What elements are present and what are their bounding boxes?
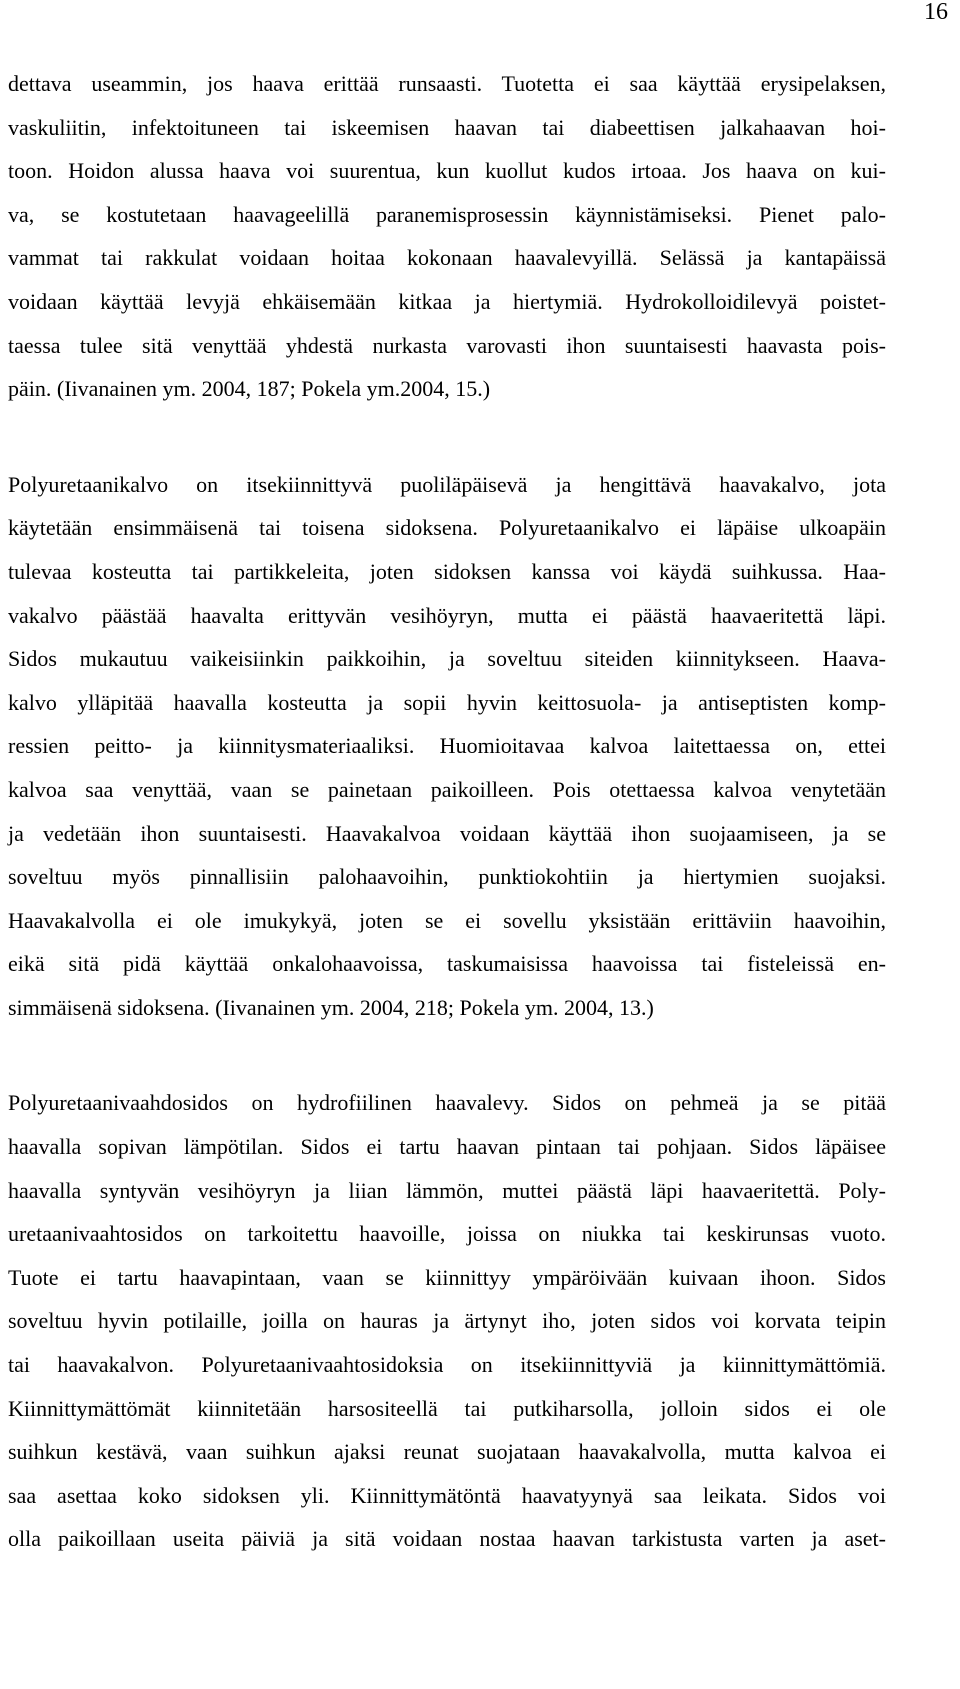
text-line: vammat tai rakkulat voidaan hoitaa kokonaan haavalevyillä. Selässä ja kantapäissä <box>8 245 886 271</box>
paragraph-1 <box>8 62 886 411</box>
text-line: käytetään ensimmäisenä tai toisena sidoksena. Polyuretaanikalvo ei läpäise ulkoapäin <box>8 515 886 541</box>
text-line: soveltuu hyvin potilaille, joilla on hauras ja ärtynyt iho, joten sidos voi korvata teipin <box>8 1308 886 1334</box>
text-line: suihkun kestävä, vaan suihkun ajaksi reunat suojataan haavakalvolla, mutta kalvoa ei <box>8 1439 886 1465</box>
text-line: ja vedetään ihon suuntaisesti. Haavakalvoa voidaan käyttää ihon suojaamiseen, ja se <box>8 820 886 846</box>
text-line: haavalla syntyvän vesihöyryn ja liian lämmön, muttei päästä läpi haavaeritettä. Poly- <box>8 1177 886 1203</box>
text-line: Haavakalvolla ei ole imukykyä, joten se ei sovellu yksistään erittäviin haavoihin, <box>8 907 886 933</box>
text-line: vaskuliitin, infektoituneen tai iskeemisen haavan tai diabeettisen jalkahaavan hoi- <box>8 114 886 140</box>
text-line: uretaanivaahtosidos on tarkoitettu haavoille, joissa on niukka tai keskirunsas vuoto. <box>8 1221 886 1247</box>
paragraph-2 <box>8 463 886 1030</box>
text-line: kalvoa saa venyttää, vaan se painetaan paikoilleen. Pois otettaessa kalvoa venytetään <box>8 776 886 802</box>
text-line: tai haavakalvon. Polyuretaanivaahtosidoksia on itsekiinnittyviä ja kiinnittymättömiä. <box>8 1352 886 1378</box>
text-line: soveltuu myös pinnallisiin palohaavoihin, punktiokohtiin ja hiertymien suojaksi. <box>8 864 886 890</box>
page-body <box>8 62 886 1561</box>
text-line: haavalla sopivan lämpötilan. Sidos ei tartu haavan pintaan tai pohjaan. Sidos läpäisee <box>8 1134 886 1160</box>
text-line: Kiinnittymättömät kiinnitetään harsositeellä tai putkiharsolla, jolloin sidos ei ole <box>8 1395 886 1421</box>
paragraph-3 <box>8 1081 886 1561</box>
text-line: saa asettaa koko sidoksen yli. Kiinnittymätöntä haavatyynyä saa leikata. Sidos voi <box>8 1482 886 1508</box>
text-line: Polyuretaanikalvo on itsekiinnittyvä puoliläpäisevä ja hengittävä haavakalvo, jota <box>8 471 886 497</box>
text-line: eikä sitä pidä käyttää onkalohaavoissa, taskumaisissa haavoissa tai fisteleissä en- <box>8 951 886 977</box>
text-line: dettava useammin, jos haava erittää runsaasti. Tuotetta ei saa käyttää erysipelaksen, <box>8 71 886 96</box>
text-line: olla paikoillaan useita päiviä ja sitä voidaan nostaa haavan tarkistusta varten ja aset- <box>8 1526 886 1552</box>
paragraph-spacer <box>8 1029 886 1081</box>
paragraph-spacer <box>8 411 886 463</box>
text-line: vakalvo päästää haavalta erittyvän vesihöyryn, mutta ei päästä haavaeritettä läpi. <box>8 602 886 628</box>
text-line: ressien peitto- ja kiinnitysmateriaaliksi. Huomioitavaa kalvoa laitettaessa on, ettei <box>8 733 886 759</box>
text-line: va, se kostutetaan haavageelillä paranemisprosessin käynnistämiseksi. Pienet palo- <box>8 201 886 227</box>
text-line: päin. (Iivanainen ym. 2004, 187; Pokela ym.2004, 15.) <box>8 376 491 402</box>
text-line: toon. Hoidon alussa haava voi suurentua, kun kuollut kudos irtoaa. Jos haava on kui- <box>8 158 886 184</box>
text-line: Polyuretaanivaahdosidos on hydrofiilinen haavalevy. Sidos on pehmeä ja se pitää <box>8 1090 886 1116</box>
text-line: tulevaa kosteutta tai partikkeleita, joten sidoksen kanssa voi käydä suihkussa. Haa- <box>8 558 886 584</box>
page-number: 16 <box>924 0 948 25</box>
text-line: simmäisenä sidoksena. (Iivanainen ym. 2004, 218; Pokela ym. 2004, 13.) <box>8 994 654 1020</box>
text-line: kalvo ylläpitää haavalla kosteutta ja sopii hyvin keittosuola- ja antiseptisten komp- <box>8 689 886 715</box>
text-line: Sidos mukautuu vaikeisiinkin paikkoihin, ja soveltuu siteiden kiinnitykseen. Haava- <box>8 646 886 672</box>
text-line: taessa tulee sitä venyttää yhdestä nurkasta varovasti ihon suuntaisesti haavasta pois- <box>8 332 886 358</box>
text-line: Tuote ei tartu haavapintaan, vaan se kiinnittyy ympäröivään kuivaan ihoon. Sidos <box>8 1264 886 1290</box>
text-line: voidaan käyttää levyjä ehkäisemään kitkaa ja hiertymiä. Hydrokolloidilevyä poistet- <box>8 288 886 314</box>
